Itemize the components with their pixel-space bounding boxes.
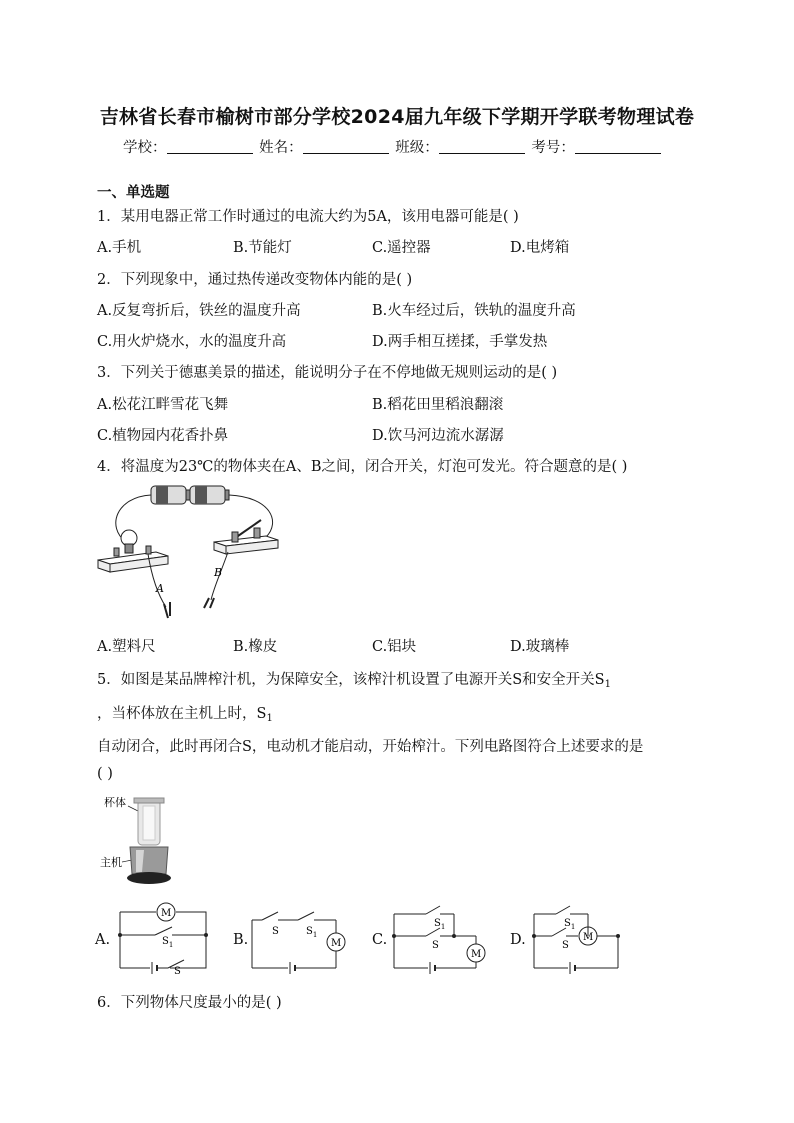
q5-option-b-label[interactable]: B. (233, 932, 249, 948)
section-heading: 一、单选题 (97, 185, 170, 201)
q4-option-b[interactable]: B.橡皮 (233, 639, 278, 655)
question-6-stem: 6．下列物体尺度最小的是( ) (97, 995, 282, 1011)
q5-option-d-label[interactable]: D. (510, 932, 526, 948)
q2-option-b[interactable]: B.火车经过后，铁轨的温度升高 (372, 303, 576, 319)
motor-label: M (161, 908, 172, 919)
switch-s-label: S (174, 966, 181, 975)
number-label: 考号： (531, 140, 575, 156)
switch-s1-label: $S_1$ (162, 936, 174, 949)
q5-circuit-c[interactable] (388, 900, 488, 975)
q2-option-d[interactable]: D.两手相互搓揉，手掌发热 (372, 334, 548, 350)
q5-option-c-label[interactable]: C. (372, 932, 388, 948)
battery-icon (151, 486, 229, 504)
question-5-line-1: 5．如图是某品牌榨汁机，为保障安全，该榨汁机设置了电源开关S和安全开关$S_1$ (97, 672, 611, 690)
page-title: 吉林省长春市榆树市部分学校2024届九年级下学期开学联考物理试卷 (99, 106, 695, 128)
base-label: 主机 (100, 856, 122, 869)
class-blank[interactable] (439, 139, 525, 154)
q4-option-a[interactable]: A.塑料尺 (97, 639, 156, 655)
q5-circuit-d[interactable] (528, 900, 628, 975)
name-label: 姓名： (259, 140, 303, 156)
clip-a-label: A (156, 582, 164, 595)
q1-option-c[interactable]: C.遥控器 (372, 240, 431, 256)
motor-label: M (583, 932, 594, 943)
question-5-line-4: ( ) (97, 766, 113, 782)
name-blank[interactable] (303, 139, 389, 154)
juicer-figure (96, 792, 186, 892)
question-5-line-2: ，当杯体放在主机上时，$S_1$ (97, 706, 273, 724)
q4-circuit-figure (96, 482, 286, 622)
q4-option-c[interactable]: C.铝块 (372, 639, 417, 655)
q1-option-d[interactable]: D.电烤箱 (510, 240, 570, 256)
q3-option-d[interactable]: D.饮马河边流水潺潺 (372, 428, 504, 444)
q1-option-b[interactable]: B.节能灯 (233, 240, 292, 256)
q2-option-c[interactable]: C.用火炉烧水，水的温度升高 (97, 334, 287, 350)
switch-s1-label: $S_1$ (564, 918, 576, 931)
q1-option-a[interactable]: A.手机 (97, 240, 142, 256)
number-blank[interactable] (575, 139, 661, 154)
switch-s1-label: $S_1$ (306, 926, 318, 939)
q5-circuit-a[interactable] (110, 900, 210, 975)
switch-s1-label: $S_1$ (434, 918, 446, 931)
switch-s-label: S (272, 926, 279, 937)
switch-s-label: S (562, 940, 569, 951)
motor-label: M (331, 938, 342, 949)
clip-b-label: B (214, 566, 223, 579)
question-2-stem: 2．下列现象中，通过热传递改变物体内能的是( ) (97, 272, 413, 288)
question-1-stem: 1．某用电器正常工作时通过的电流大约为5A，该用电器可能是( ) (97, 209, 519, 225)
switch-icon (214, 520, 278, 554)
switch-s-label: S (432, 940, 439, 951)
q3-option-b[interactable]: B.稻花田里稻浪翻滚 (372, 397, 504, 413)
student-info-line (123, 136, 663, 157)
q3-option-c[interactable]: C.植物园内花香扑鼻 (97, 428, 229, 444)
q5-circuit-b[interactable] (248, 900, 348, 975)
motor-label: M (471, 949, 482, 960)
q4-option-d[interactable]: D.玻璃棒 (510, 639, 570, 655)
school-blank[interactable] (167, 139, 253, 154)
question-3-stem: 3．下列关于德惠美景的描述，能说明分子在不停地做无规则运动的是( ) (97, 365, 558, 381)
q3-option-a[interactable]: A.松花江畔雪花飞舞 (97, 397, 229, 413)
question-5-line-3: 自动闭合，此时再闭合S，电动机才能启动，开始榨汁。下列电路图符合上述要求的是 (97, 739, 644, 755)
school-label: 学校： (123, 140, 167, 156)
q2-option-a[interactable]: A.反复弯折后，铁丝的温度升高 (97, 303, 301, 319)
question-4-stem: 4．将温度为23℃的物体夹在A、B之间，闭合开关，灯泡可发光。符合题意的是( ) (97, 459, 628, 475)
cup-label: 杯体 (104, 796, 126, 809)
class-label: 班级： (395, 140, 439, 156)
bulb-icon (98, 530, 168, 572)
q5-option-a-label[interactable]: A. (95, 932, 111, 948)
